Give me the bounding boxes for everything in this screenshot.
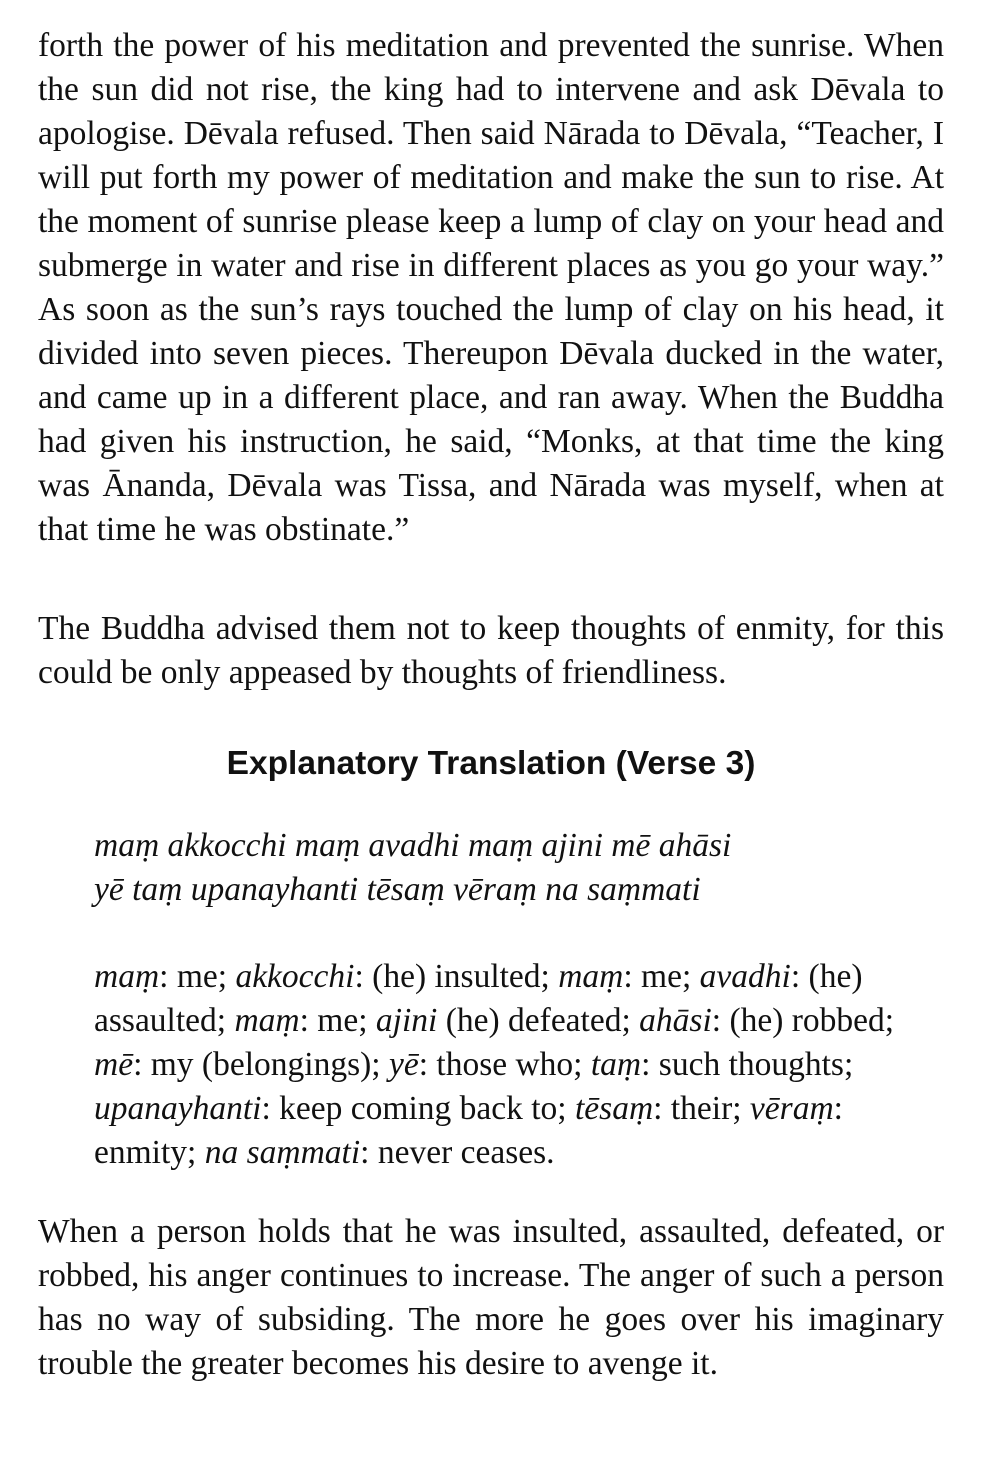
glossary-term: mē [94,1046,134,1083]
glossary-term: maṃ [94,958,160,995]
glossary-meaning: : those who; [418,1046,591,1083]
glossary-term: na saṃmati [204,1134,361,1171]
advice-paragraph: The Buddha advised them not to keep thoughts of enmity, for this could be only appeased by thoughts of friendliness. [38,610,944,691]
glossary-meaning: : (he) assaulted; [94,958,863,1039]
glossary-meaning: : their; [653,1090,750,1127]
glossary-entry [94,958,235,995]
glossary-term: upanayhanti [94,1090,262,1127]
section-heading: Explanatory Translation (Verse 3) [226,745,756,782]
glossary-entry [234,1002,375,1039]
glossary-entry [639,1002,894,1039]
glossary-entry [94,1090,575,1127]
glossary-term: akkocchi [235,958,355,995]
glossary-entry [558,958,699,995]
glossary-meaning: : keep coming back to; [261,1090,575,1127]
glossary-term: yē [388,1046,419,1083]
glossary-meaning: : me; [623,958,700,995]
glossary-meaning: : me; [299,1002,376,1039]
glossary-term: avadhi [699,958,791,995]
glossary-entry [205,1134,555,1171]
glossary-meaning: : enmity; [94,1090,843,1171]
verse-line: yē taṃ upanayhanti tēsaṃ vēraṃ na saṃmati [94,871,701,908]
glossary-entry [591,1046,853,1083]
glossary-meaning: : (he) insulted; [354,958,559,995]
word-glossary [94,955,944,1175]
glossary-entry [235,958,558,995]
glossary-term: tēsaṃ [575,1090,654,1127]
glossary-entry [575,1090,750,1127]
glossary-term: taṃ [590,1046,642,1083]
glossary-term: ajini [375,1002,438,1039]
glossary-meaning: : my (belongings); [133,1046,389,1083]
page-body [38,24,944,1386]
glossary-entry [376,1002,639,1039]
glossary-meaning: : never ceases. [360,1134,555,1171]
story-paragraph: forth the power of his meditation and prevented the sunrise. When the sun did not rise, the king had to intervene and ask Dēvala to apologise. Dēvala refused. Then said Nārada to Dēvala, “Teacher, I will put forth my power of meditation and make the sun to rise. At the moment of sunrise please keep a lump of clay on your head and submerge in water and rise in different places as you go your way.” As soon as the sun’s rays touched the lump of clay on his head, it divided into seven pieces. Thereupon Dēvala ducked in the water, and came up in a different place, and ran away. When the Buddha had given his instruction, he said, “Monks, at that time the king was Ānanda, Dēvala was Tissa, and Nārada was myself, when at that time he was obstinate.” [38,27,944,548]
pali-verse [94,824,944,912]
glossary-entry [389,1046,591,1083]
glossary-meaning: : me; [159,958,236,995]
glossary-term: maṃ [558,958,624,995]
glossary-term: ahāsi [639,1002,712,1039]
glossary-meaning: : (he) robbed; [711,1002,895,1039]
glossary-term: maṃ [234,1002,300,1039]
glossary-meaning: (he) defeated; [437,1002,640,1039]
glossary-term: vēraṃ [749,1090,834,1127]
verse-line: maṃ akkocchi maṃ avadhi maṃ ajini mē ahāsi [94,827,732,864]
glossary-entry [94,1046,389,1083]
commentary-paragraph: When a person holds that he was insulted, assaulted, defeated, or robbed, his anger continues to increase. The anger of such a person has no way of subsiding. The more he goes over his imaginary trouble the greater becomes his desire to avenge it. [38,1213,944,1382]
glossary-meaning: : such thoughts; [641,1046,854,1083]
